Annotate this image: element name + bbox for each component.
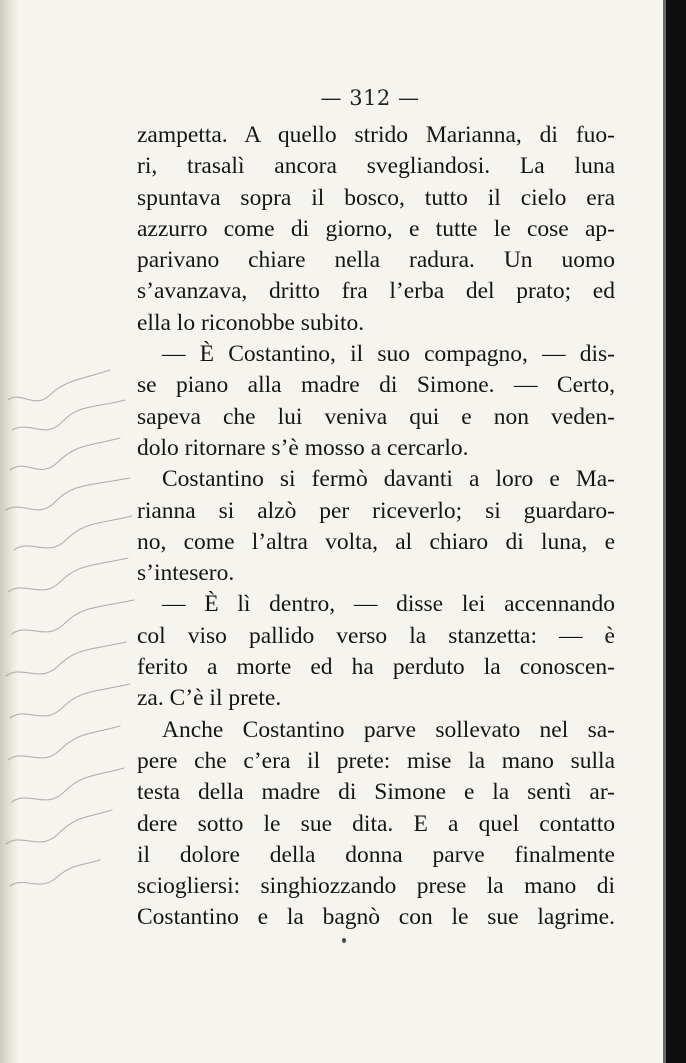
text-line: s’intesero. [137, 560, 235, 587]
text-line: pere che c’era il prete: mise la mano sulla [137, 747, 615, 774]
text-line: Costantino e la bagnò con le sue lagrime. [137, 904, 615, 931]
text-line: parivano chiare nella radura. Un uomo [137, 247, 615, 274]
margin-handwriting [0, 360, 150, 920]
text-line: rianna si alzò per riceverlo; si guardaro- [137, 497, 615, 524]
text-line: ella lo riconobbe subito. [137, 309, 365, 336]
text-line: dolo ritornare s’è mosso a cercarlo. [137, 434, 469, 461]
text-line: se piano alla madre di Simone. — Certo, [137, 372, 615, 399]
text-line: sapeva che lui veniva qui e non veden- [137, 403, 615, 430]
text-line: Anche Costantino parve sollevato nel sa- [162, 716, 615, 743]
text-line: — È Costantino, il suo compagno, — dis- [162, 341, 615, 368]
binding-dark-strip [666, 0, 686, 1063]
text-line: za. C’è il prete. [137, 685, 282, 712]
text-line: Costantino si fermò davanti a loro e Ma- [162, 466, 615, 493]
page-text [137, 120, 615, 934]
page-number: — 312 — [320, 86, 420, 110]
text-line: no, come l’altra volta, al chiaro di luna, e [137, 528, 615, 555]
text-line: — È lì dentro, — disse lei accennando [162, 591, 615, 618]
text-line: s’avanzava, dritto fra l’erba del prato; ed [137, 278, 615, 305]
text-line: zampetta. A quello strido Marianna, di fuo- [137, 122, 615, 148]
text-line: azzurro come di giorno, e tutte le cose ap- [137, 215, 615, 242]
text-line: il dolore della donna parve finalmente [137, 841, 615, 868]
text-line: sciogliersi: singhiozzando prese la mano di [137, 873, 615, 900]
ink-dot [342, 938, 346, 943]
text-line: ferito a morte ed ha perduto la conoscen- [137, 654, 615, 681]
text-line: spuntava sopra il bosco, tutto il cielo era [137, 184, 615, 211]
text-line: col viso pallido verso la stanzetta: — è [137, 622, 615, 649]
text-line: ri, trasalì ancora svegliandosi. La luna [137, 153, 615, 180]
text-line: dere sotto le sue dita. E a quel contatto [137, 810, 615, 837]
text-line: testa della madre di Simone e la sentì ar- [137, 779, 615, 806]
